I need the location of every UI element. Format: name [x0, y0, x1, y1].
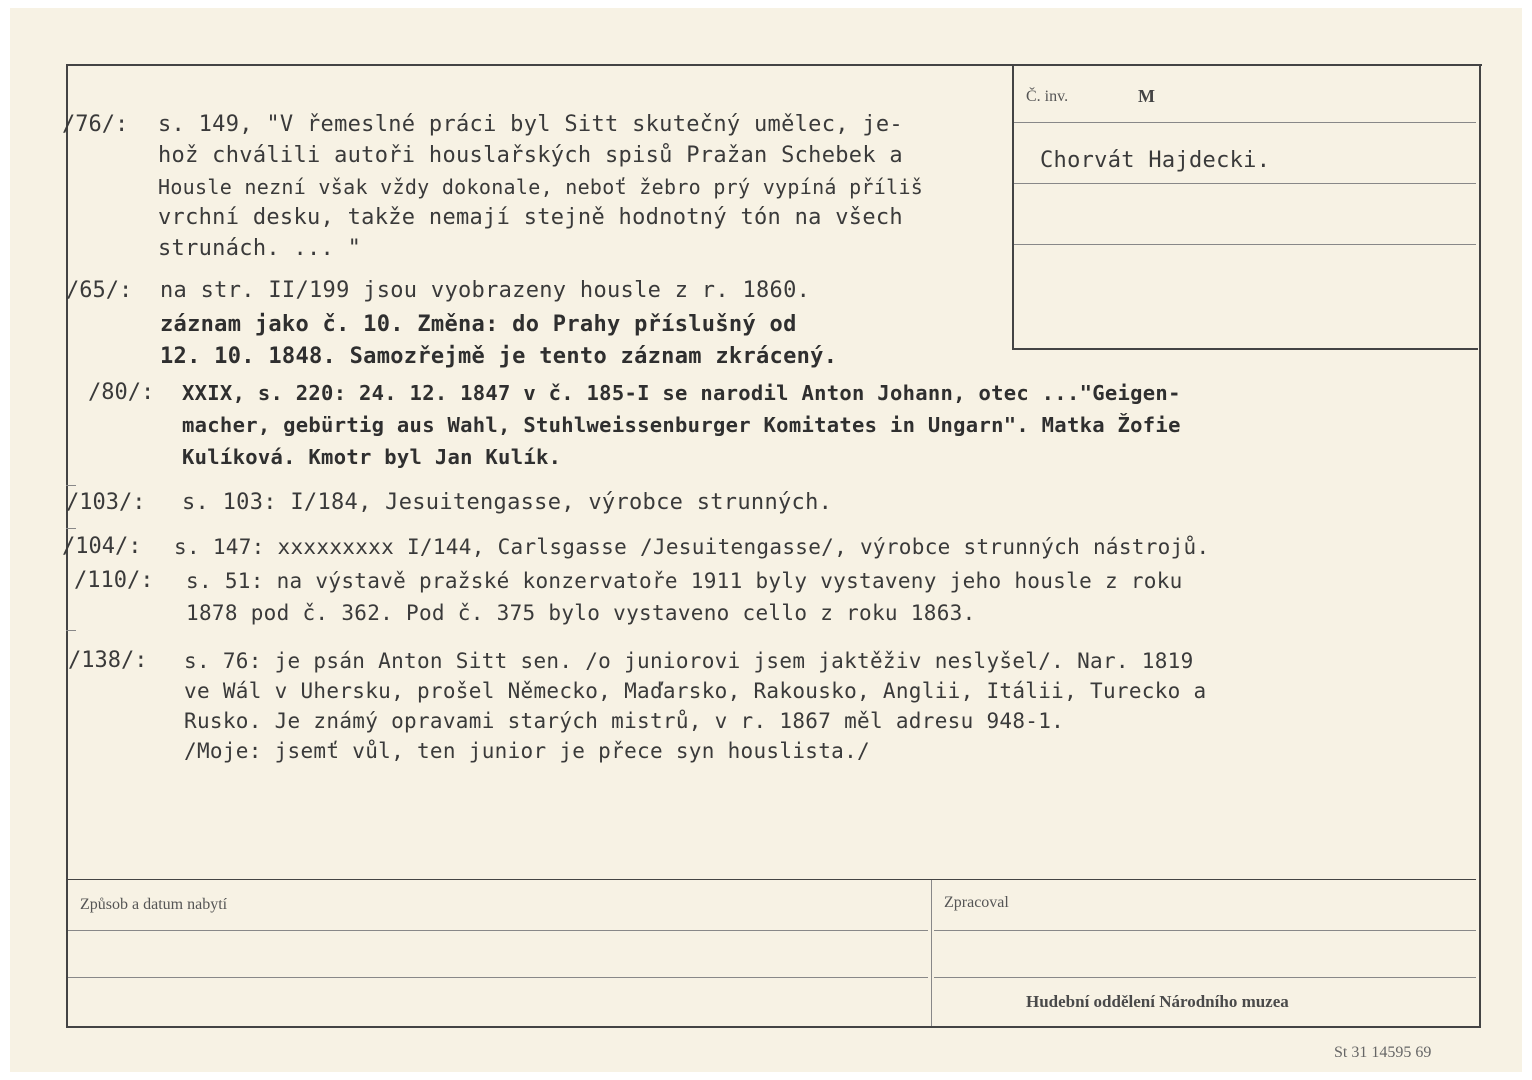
footer-right-line-2 [934, 977, 1476, 978]
processed-label: Zpracoval [944, 894, 1009, 911]
entry-ref: /104/: [62, 534, 142, 559]
inventory-line-3 [1014, 244, 1476, 245]
institution-name: Hudební oddělení Národního muzea [1026, 992, 1289, 1011]
entry-separator-tick [66, 630, 76, 631]
inventory-line-1 [1014, 122, 1476, 123]
entry-line: Kulíková. Kmotr byl Jan Kulík. [182, 445, 562, 469]
inventory-box-bottom [1012, 348, 1478, 350]
entry-line: 1878 pod č. 362. Pod č. 375 bylo vystaveno cello z roku 1863. [186, 601, 976, 625]
footer-divider [931, 880, 932, 1026]
entry-ref: /76/: [62, 112, 129, 137]
entry-line: na str. II/199 jsou vyobrazeny housle z r. 1860. [160, 278, 811, 303]
entry-line: záznam jako č. 10. Změna: do Prahy příslušný od [160, 312, 797, 337]
entry-line: /Moje: jsemť vůl, ten junior je přece syn houslista./ [184, 739, 870, 763]
entry-ref: /65/: [66, 278, 133, 303]
entry-line: strunách. ... " [158, 236, 362, 261]
card-bottom-border [66, 1026, 1481, 1028]
inventory-box-left [1012, 66, 1014, 350]
inventory-line-2 [1014, 183, 1476, 184]
inventory-name: Chorvát Hajdecki. [1040, 148, 1271, 173]
footer-left-line-1 [68, 930, 928, 931]
entry-line: macher, gebürtig aus Wahl, Stuhlweissenburger Komitates in Ungarn". Matka Žofie [182, 413, 1181, 437]
inventory-label: Č. inv. [1026, 88, 1069, 105]
entry-line: 12. 10. 1848. Samozřejmě je tento záznam zkrácený. [160, 344, 838, 369]
entry-ref: /80/: [88, 380, 155, 405]
entry-ref: /110/: [74, 568, 154, 593]
entry-line: s. 103: I/184, Jesuitengasse, výrobce strunných. [182, 490, 833, 515]
entry-line: hož chválili autoři houslařských spisů Pražan Schebek a [158, 143, 903, 168]
entry-line: s. 149, "V řemeslné práci byl Sitt skutečný umělec, je- [158, 112, 903, 137]
entry-line: XXIX, s. 220: 24. 12. 1847 v č. 185-I se narodil Anton Johann, otec ..."Geigen- [182, 381, 1181, 405]
entry-line: Housle nezní však vždy dokonale, neboť žebro prý vypíná příliš [158, 175, 924, 199]
entry-line: s. 51: na výstavě pražské konzervatoře 1911 byly vystaveny jeho housle z roku [186, 569, 1183, 593]
entry-line: s. 147: xxxxxxxxx I/144, Carlsgasse /Jesuitengasse/, výrobce strunných nástrojů. [174, 535, 1210, 559]
footer-top-rule [68, 879, 1476, 880]
footer-left-line-2 [68, 977, 928, 978]
inventory-value: M [1138, 86, 1155, 106]
entry-separator-tick [66, 528, 76, 529]
entry-separator-tick [66, 485, 76, 486]
entry-line: vrchní desku, takže nemají stejně hodnotný tón na všech [158, 205, 903, 230]
card-right-border [1479, 64, 1481, 1028]
entry-line: ve Wál v Uhersku, prošel Německo, Maďarsko, Rakousko, Anglii, Itálii, Turecko a [184, 679, 1207, 703]
footer-right-line-1 [934, 930, 1476, 931]
entry-line: Rusko. Je známý opravami starých mistrů, v r. 1867 měl adresu 948-1. [184, 709, 1065, 733]
card-top-border [66, 64, 1482, 66]
acquisition-label: Způsob a datum nabytí [80, 896, 228, 913]
entry-line: s. 76: je psán Anton Sitt sen. /o juniorovi jsem jaktěživ neslyšel/. Nar. 1819 [184, 649, 1194, 673]
entry-ref: /138/: [68, 648, 148, 673]
entry-ref: /103/: [66, 490, 146, 515]
print-code: St 31 14595 69 [1334, 1044, 1432, 1061]
